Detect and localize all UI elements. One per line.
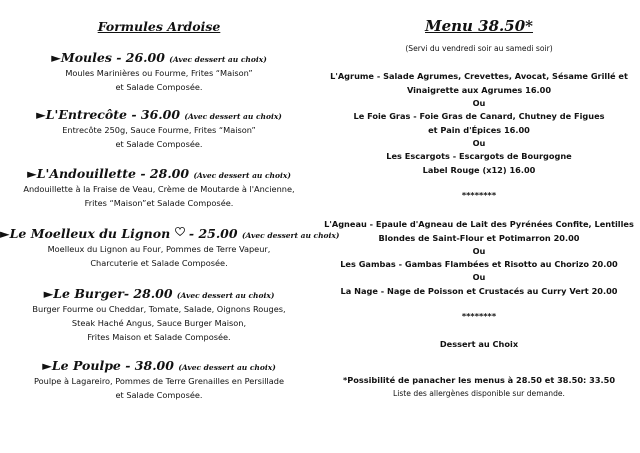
menu-subtitle: (Servi du vendredi soir au samedi soir)	[405, 44, 553, 53]
menu-item-title: ►Moules - 26.00 (Avec dessert au choix)	[51, 50, 267, 65]
menu-item-title: ►Le Burger- 28.00 (Avec dessert au choix)	[43, 286, 275, 301]
item-price: 26.00	[125, 50, 165, 65]
main-line: La Nage - Nage de Poisson et Crustacés au Curry Vert 20.00	[340, 286, 618, 296]
item-price: 28.00	[149, 166, 190, 181]
item-price: 36.00	[140, 107, 181, 122]
arrow-icon: ►	[27, 166, 37, 181]
heart-icon	[175, 227, 185, 237]
arrow-icon: ►	[36, 107, 46, 122]
footnote: *Possibilité de panacher les menus à 28.50 et 38.50: 33.50	[342, 375, 616, 385]
item-note: (Avec dessert au choix)	[178, 363, 276, 372]
main-line: L'Agneau - Epaule d'Agneau de Lait des Pyrénées Confite, Lentilles	[324, 219, 634, 229]
item-description-line: Andouillette à la Fraise de Veau, Crème de Moutarde à l'Ancienne,	[23, 184, 295, 194]
starter-line: Le Foie Gras - Foie Gras de Canard, Chutney de Figues	[353, 111, 605, 121]
menu-title: Menu 38.50*	[425, 17, 533, 35]
arrow-icon: ►	[51, 50, 61, 65]
main-line: Les Gambas - Gambas Flambées et Risotto au Chorizo 20.00	[340, 259, 618, 269]
item-description-line: et Salade Composée.	[115, 139, 203, 149]
menu-column	[318, 0, 640, 453]
starter-line: et Pain d'Épices 16.00	[428, 125, 530, 135]
item-description-line: Frites Maison et Salade Composée.	[87, 332, 231, 342]
item-description-line: et Salade Composée.	[115, 390, 203, 400]
menu-item-title: ►Le Moelleux du Lignon - 25.00 (Avec dessert au choix)	[0, 226, 340, 241]
item-price: 28.00	[133, 286, 173, 301]
item-description-line: Charcuterie et Salade Composée.	[90, 258, 228, 268]
course-separator: ********	[461, 311, 497, 321]
item-note: (Avec dessert au choix)	[193, 171, 291, 180]
arrow-icon: ►	[0, 226, 10, 241]
arrow-icon: ►	[42, 358, 52, 373]
or-separator: Ou	[472, 138, 486, 148]
menu-item-title: ►Le Poulpe - 38.00 (Avec dessert au choix)	[42, 358, 276, 373]
menu-item-title: ►L'Entrecôte - 36.00 (Avec dessert au choix)	[36, 107, 282, 122]
item-name: L'Entrecôte	[45, 107, 127, 122]
item-name: Moules	[60, 50, 112, 65]
starter-line: Label Rouge (x12) 16.00	[422, 165, 536, 175]
item-note: (Avec dessert au choix)	[169, 55, 267, 64]
formules-heading: Formules Ardoise	[97, 19, 221, 34]
item-name: Le Burger	[53, 286, 124, 301]
or-separator: Ou	[472, 98, 486, 108]
item-name: Le Poulpe	[51, 358, 121, 373]
item-name: Le Moelleux du Lignon	[9, 226, 171, 241]
item-price: 25.00	[198, 226, 238, 241]
item-description-line: Poulpe à Lagareiro, Pommes de Terre Grenailles en Persillade	[33, 376, 285, 386]
or-separator: Ou	[472, 246, 486, 256]
item-description-line: Frites “Maison”et Salade Composée.	[84, 198, 234, 208]
starter-line: Les Escargots - Escargots de Bourgogne	[386, 151, 572, 161]
starter-line: L'Agrume - Salade Agrumes, Crevettes, Avocat, Sésame Grillé et	[330, 71, 628, 81]
item-note: (Avec dessert au choix)	[176, 291, 275, 300]
or-separator: Ou	[472, 272, 486, 282]
arrow-icon: ►	[43, 286, 54, 301]
item-description-line: Burger Fourme ou Cheddar, Tomate, Salade, Oignons Rouges,	[32, 304, 286, 314]
dessert-line: Dessert au Choix	[439, 339, 519, 349]
item-price: 38.00	[134, 358, 174, 373]
item-description-line: Steak Haché Angus, Sauce Burger Maison,	[71, 318, 247, 328]
item-description-line: Entrecôte 250g, Sauce Fourme, Frites “Maison”	[62, 125, 256, 135]
course-separator: ********	[461, 190, 497, 200]
main-line: Blondes de Saint-Flour et Potimarron 20.00	[378, 233, 580, 243]
menu-item-title: ►L'Andouillette - 28.00 (Avec dessert au choix)	[27, 166, 291, 181]
item-note: (Avec dessert au choix)	[241, 231, 340, 240]
item-description-line: et Salade Composée.	[115, 82, 203, 92]
starter-line: Vinaigrette aux Agrumes 16.00	[406, 85, 552, 95]
item-name: L'Andouillette	[36, 166, 137, 181]
item-note: (Avec dessert au choix)	[184, 112, 282, 121]
allergens-note: Liste des allergènes disponible sur demande.	[393, 389, 565, 398]
item-description-line: Moelleux du Lignon au Four, Pommes de Terre Vapeur,	[47, 244, 271, 254]
item-description-line: Moules Marinières ou Fourme, Frites “Maison”	[65, 68, 253, 78]
